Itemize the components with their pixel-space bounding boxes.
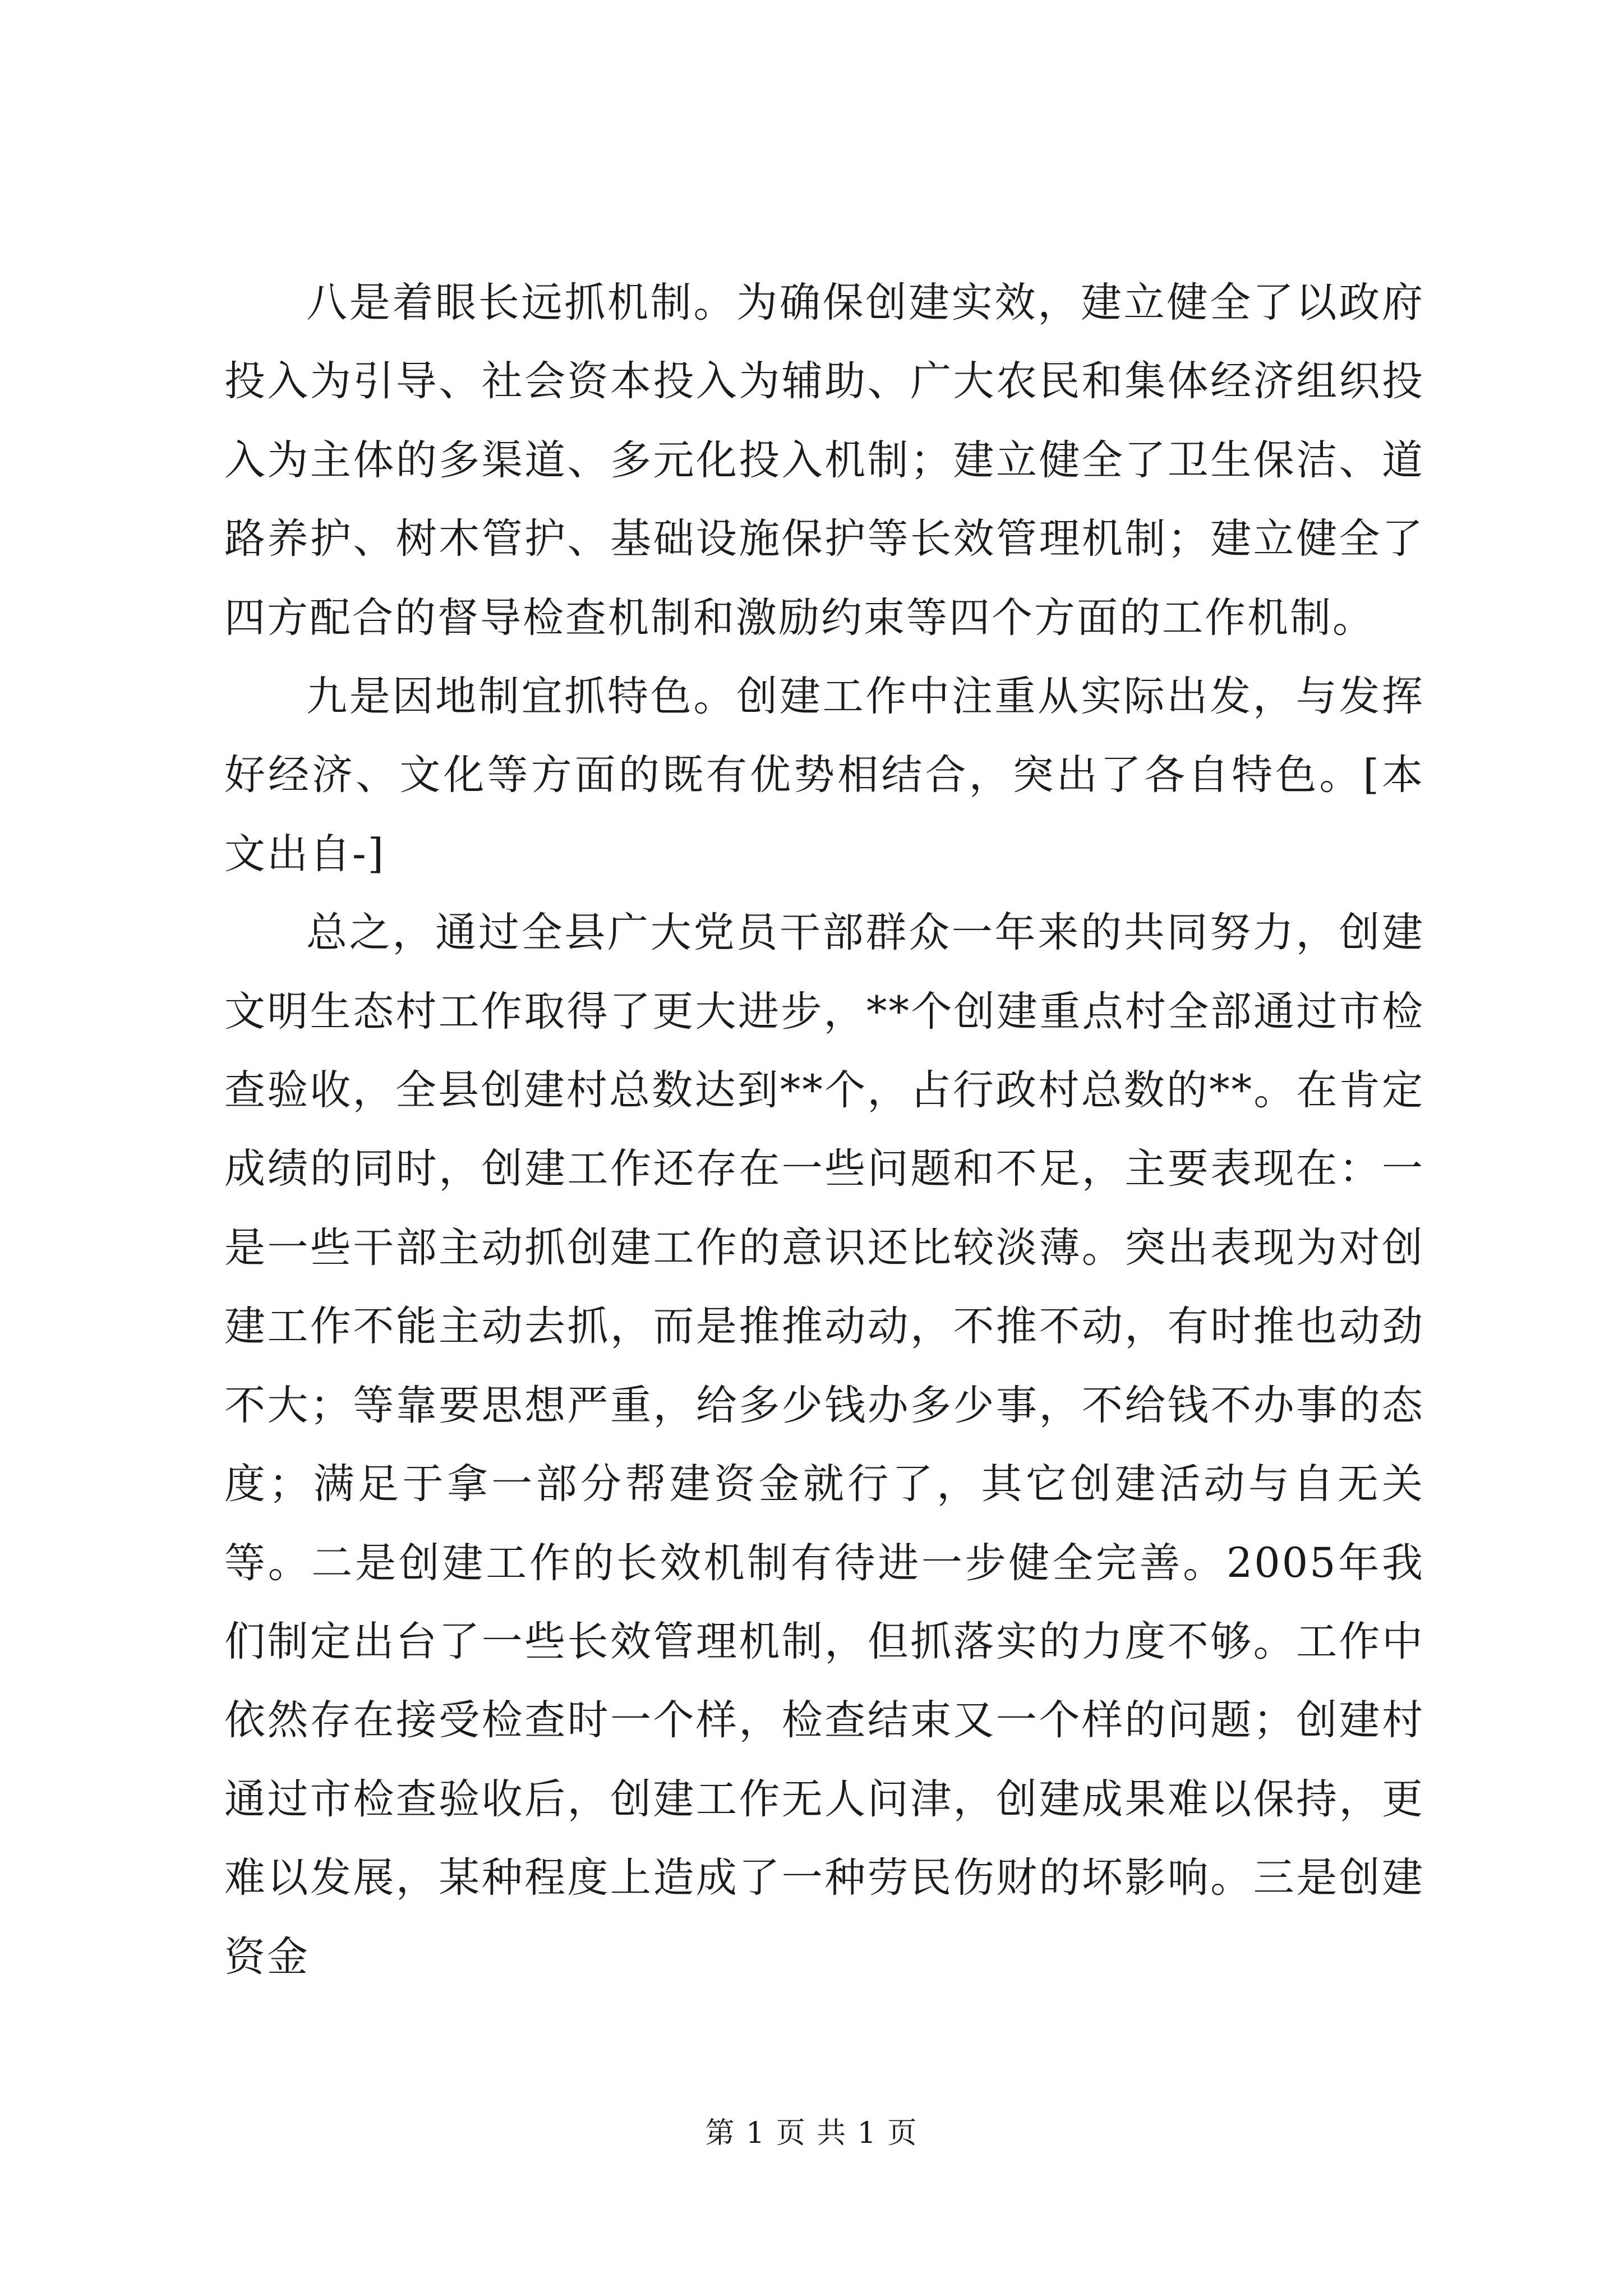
page-number-footer: 第 1 页 共 1 页 xyxy=(705,2116,918,2150)
paragraph-summary: 总之，通过全县广大党员干部群众一年来的共同努力，创建文明生态村工作取得了更大进步，**个创建重点村全部通过市检查验收，全县创建村总数达到**个，占行政村总数的**。在肯定成绩的同时，创建工作还存在一些问题和不足，主要表现在：一是一些干部主动抓创建工作的意识还比较淡薄。突出表现为对创建工作不能主动去抓，而是推推动动，不推不动，有时推也动劲不大；等靠要思想严重，给多少钱办多少事，不给钱不办事的态度；满足于拿一部分帮建资金就行了，其它创建活动与自无关等。二是创建工作的长效机制有待进一步健全完善。2005年我们制定出台了一些长效管理机制，但抓落实的力度不够。工作中依然存在接受检查时一个样，检查结束又一个样的问题；创建村通过市检查验收后，创建工作无人问津，创建成果难以保持，更难以发展，某种程度上造成了一种劳民伤财的坏影响。三是创建资金 xyxy=(224,909,1424,1981)
document-body xyxy=(224,264,1424,1996)
paragraph-mechanism: 八是着眼长远抓机制。为确保创建实效，建立健全了以政府投入为引导、社会资本投入为辅助、广大农民和集体经济组织投入为主体的多渠道、多元化投入机制；建立健全了卫生保洁、道路养护、树木管护、基础设施保护等长效管理机制；建立健全了四方配合的督导检查机制和激励约束等四个方面的工作机制。 xyxy=(224,279,1424,642)
paragraph-local-features: 九是因地制宜抓特色。创建工作中注重从实际出发，与发挥好经济、文化等方面的既有优势相结合，突出了各自特色。[本文出自-] xyxy=(224,673,1424,878)
